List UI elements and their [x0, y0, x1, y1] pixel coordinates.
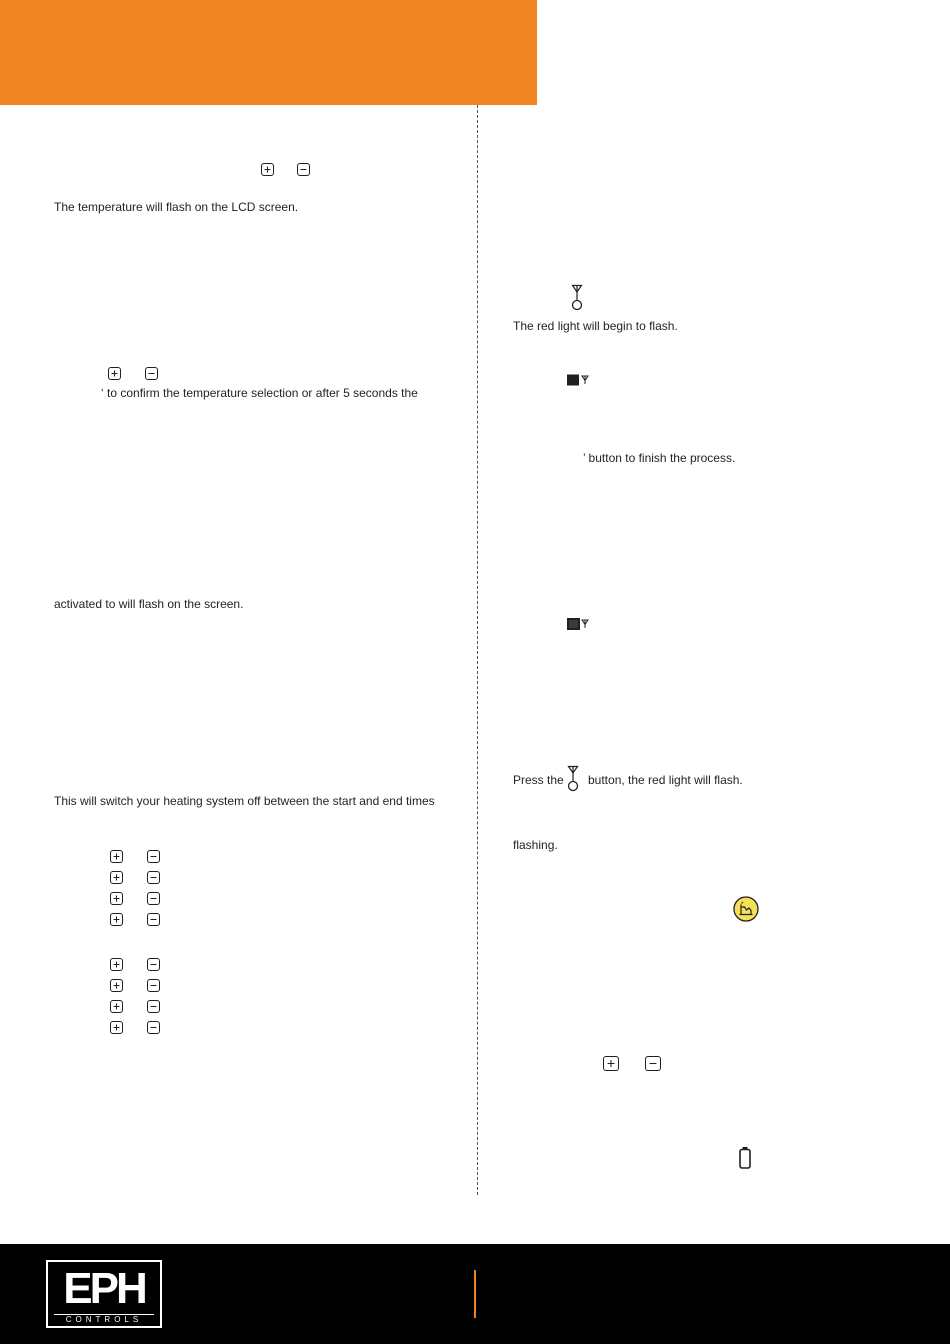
temperature-flash-text: The temperature will flash on the LCD screen. — [54, 200, 299, 214]
minus-button-icon — [147, 979, 160, 992]
eph-controls-logo — [46, 1260, 162, 1328]
confirm-temperature-text: ‘ to confirm the temperature selection or after 5 seconds the — [101, 386, 418, 400]
plus-button-icon — [108, 367, 121, 380]
footer-bar — [0, 1244, 950, 1344]
minus-button-icon — [147, 1000, 160, 1013]
battery-icon — [738, 1146, 752, 1170]
minus-button-icon — [147, 850, 160, 863]
logo-sub-text: CONTROLS — [65, 1315, 143, 1324]
minus-button-icon — [147, 871, 160, 884]
receiver-antenna-icon — [566, 373, 592, 387]
antenna-icon — [570, 284, 584, 312]
finish-process-text: ’ button to finish the process. — [583, 451, 736, 465]
flashing-text: flashing. — [513, 838, 558, 852]
plus-button-icon — [603, 1056, 619, 1071]
holiday-icon — [733, 896, 759, 922]
orange-header-bar — [0, 0, 537, 105]
minus-button-icon — [297, 163, 310, 176]
minus-button-icon — [147, 913, 160, 926]
press-the-text: Press the — [513, 773, 564, 787]
plus-button-icon — [110, 979, 123, 992]
plus-button-icon — [110, 850, 123, 863]
plus-button-icon — [110, 913, 123, 926]
activated-flash-text: activated to will flash on the screen. — [54, 597, 244, 611]
button-flash-text: button, the red light will flash. — [588, 773, 743, 787]
minus-button-icon — [147, 958, 160, 971]
minus-button-icon — [645, 1056, 661, 1071]
antenna-icon — [566, 765, 580, 793]
footer-accent-line — [474, 1270, 476, 1318]
red-light-text: The red light will begin to flash. — [513, 319, 678, 333]
plus-button-icon — [110, 1021, 123, 1034]
column-divider — [477, 105, 478, 1195]
plus-button-icon — [110, 871, 123, 884]
minus-button-icon — [147, 892, 160, 905]
plus-button-icon — [110, 892, 123, 905]
minus-button-icon — [145, 367, 158, 380]
plus-button-icon — [261, 163, 274, 176]
plus-button-icon — [110, 1000, 123, 1013]
receiver-antenna-icon — [566, 617, 592, 631]
plus-button-icon — [110, 958, 123, 971]
logo-main-text: EPH — [63, 1264, 145, 1313]
switch-off-text: This will switch your heating system off between the start and end times — [54, 794, 435, 808]
minus-button-icon — [147, 1021, 160, 1034]
